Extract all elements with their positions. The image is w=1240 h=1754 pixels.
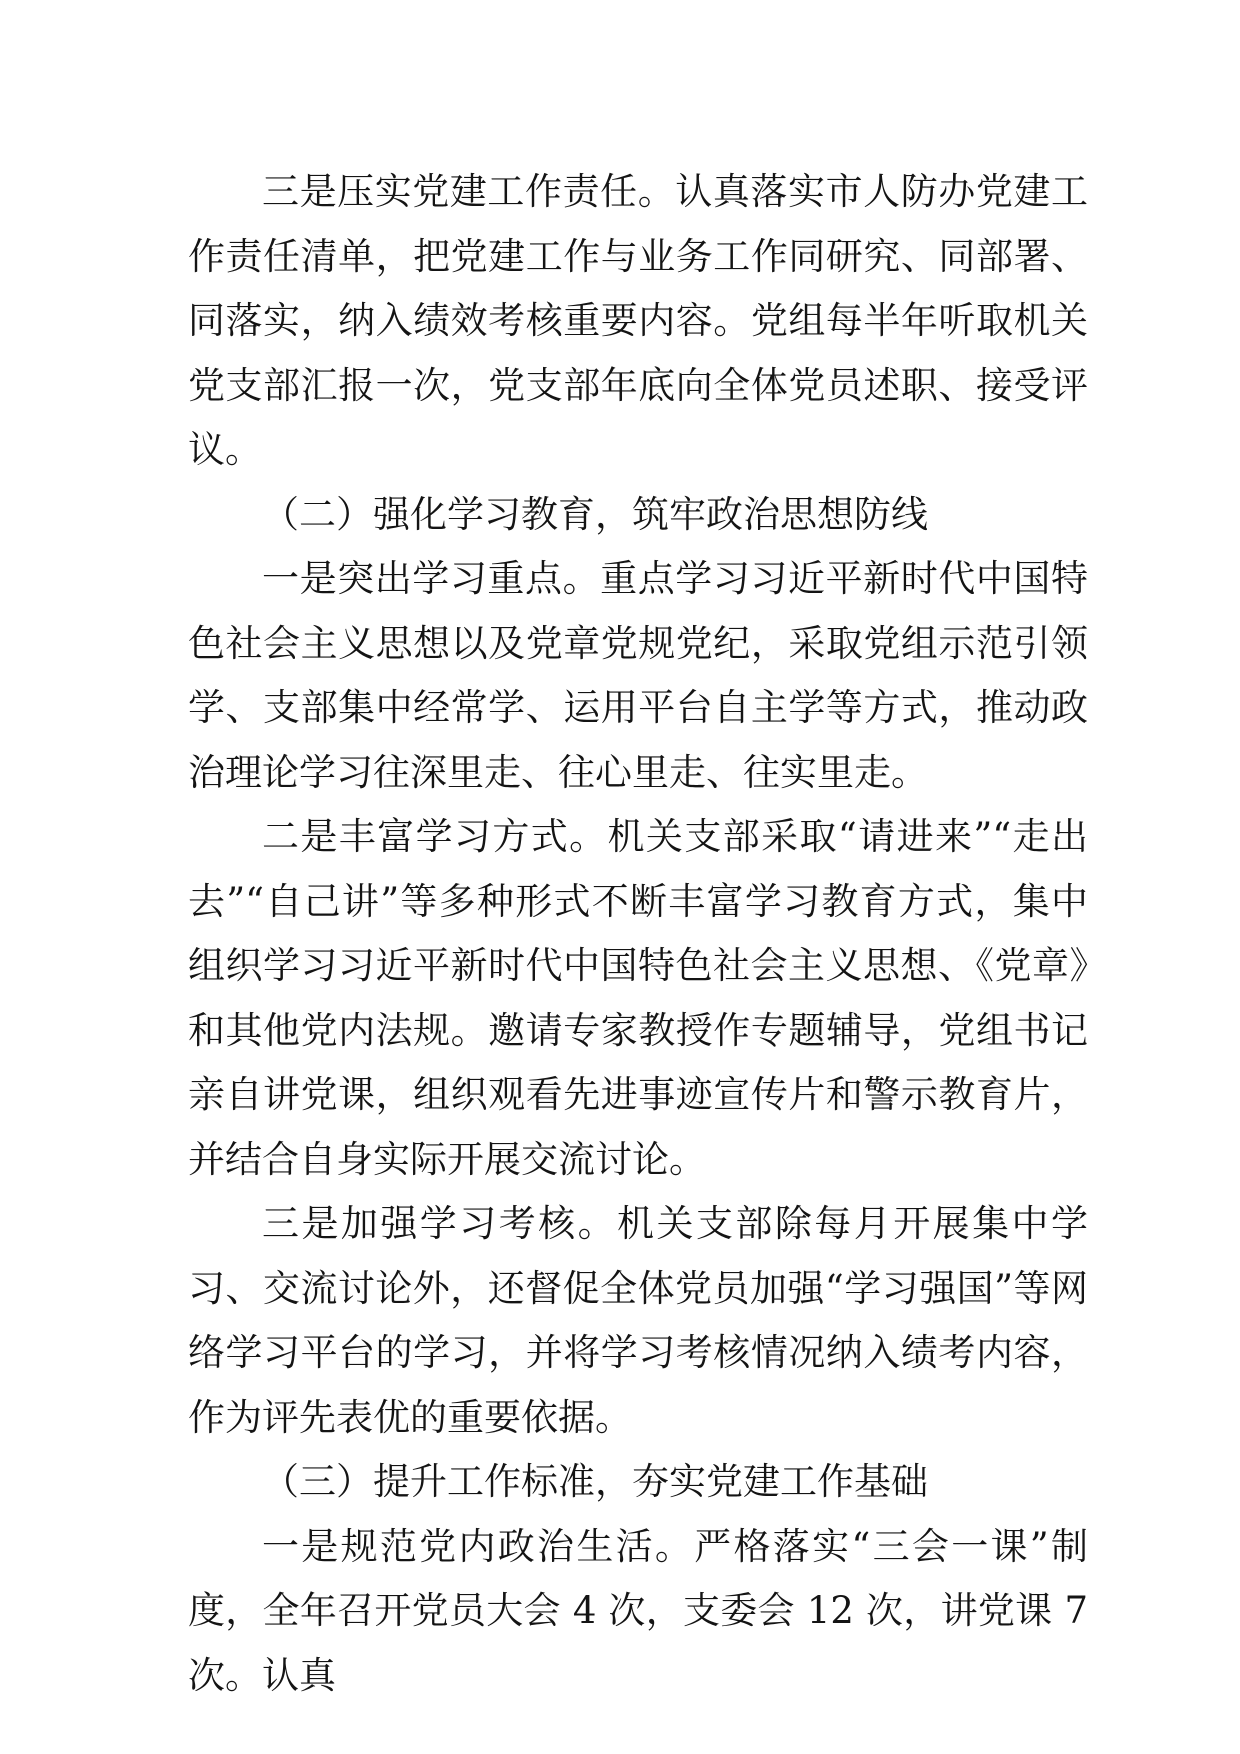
paragraph-political-life: 一是规范党内政治生活。严格落实“三会一课”制度，全年召开党员大会 4 次，支委会 12 次，讲党课 7 次。认真 xyxy=(188,1524,1088,1697)
document-body xyxy=(188,160,1088,1708)
paragraph-study-methods: 二是丰富学习方式。机关支部采取“请进来”“走出去”“自己讲”等多种形式不断丰富学习教育方式，集中组织学习习近平新时代中国特色社会主义思想、《党章》和其他党内法规。邀请专家教授作专题辅导，党组书记亲自讲党课，组织观看先进事迹宣传片和警示教育片，并结合自身实际开展交流讨论。 xyxy=(188,815,1088,1181)
section-heading-3: （三）提升工作标准，夯实党建工作基础 xyxy=(262,1460,928,1503)
paragraph-responsibility: 三是压实党建工作责任。认真落实市人防办党建工作责任清单，把党建工作与业务工作同研究、同部署、同落实，纳入绩效考核重要内容。党组每半年听取机关党支部汇报一次，党支部年底向全体党员述职、接受评议。 xyxy=(188,170,1088,471)
section-heading-2: （二）强化学习教育，筑牢政治思想防线 xyxy=(262,492,928,536)
paragraph-study-focus: 一是突出学习重点。重点学习习近平新时代中国特色社会主义思想以及党章党规党纪，采取党组示范引领学、支部集中经常学、运用平台自主学等方式，推动政治理论学习往深里走、往心里走、往实里走。 xyxy=(188,557,1088,794)
paragraph-study-assessment: 三是加强学习考核。机关支部除每月开展集中学习、交流讨论外，还督促全体党员加强“学习强国”等网络学习平台的学习，并将学习考核情况纳入绩考内容，作为评先表优的重要依据。 xyxy=(188,1202,1088,1439)
